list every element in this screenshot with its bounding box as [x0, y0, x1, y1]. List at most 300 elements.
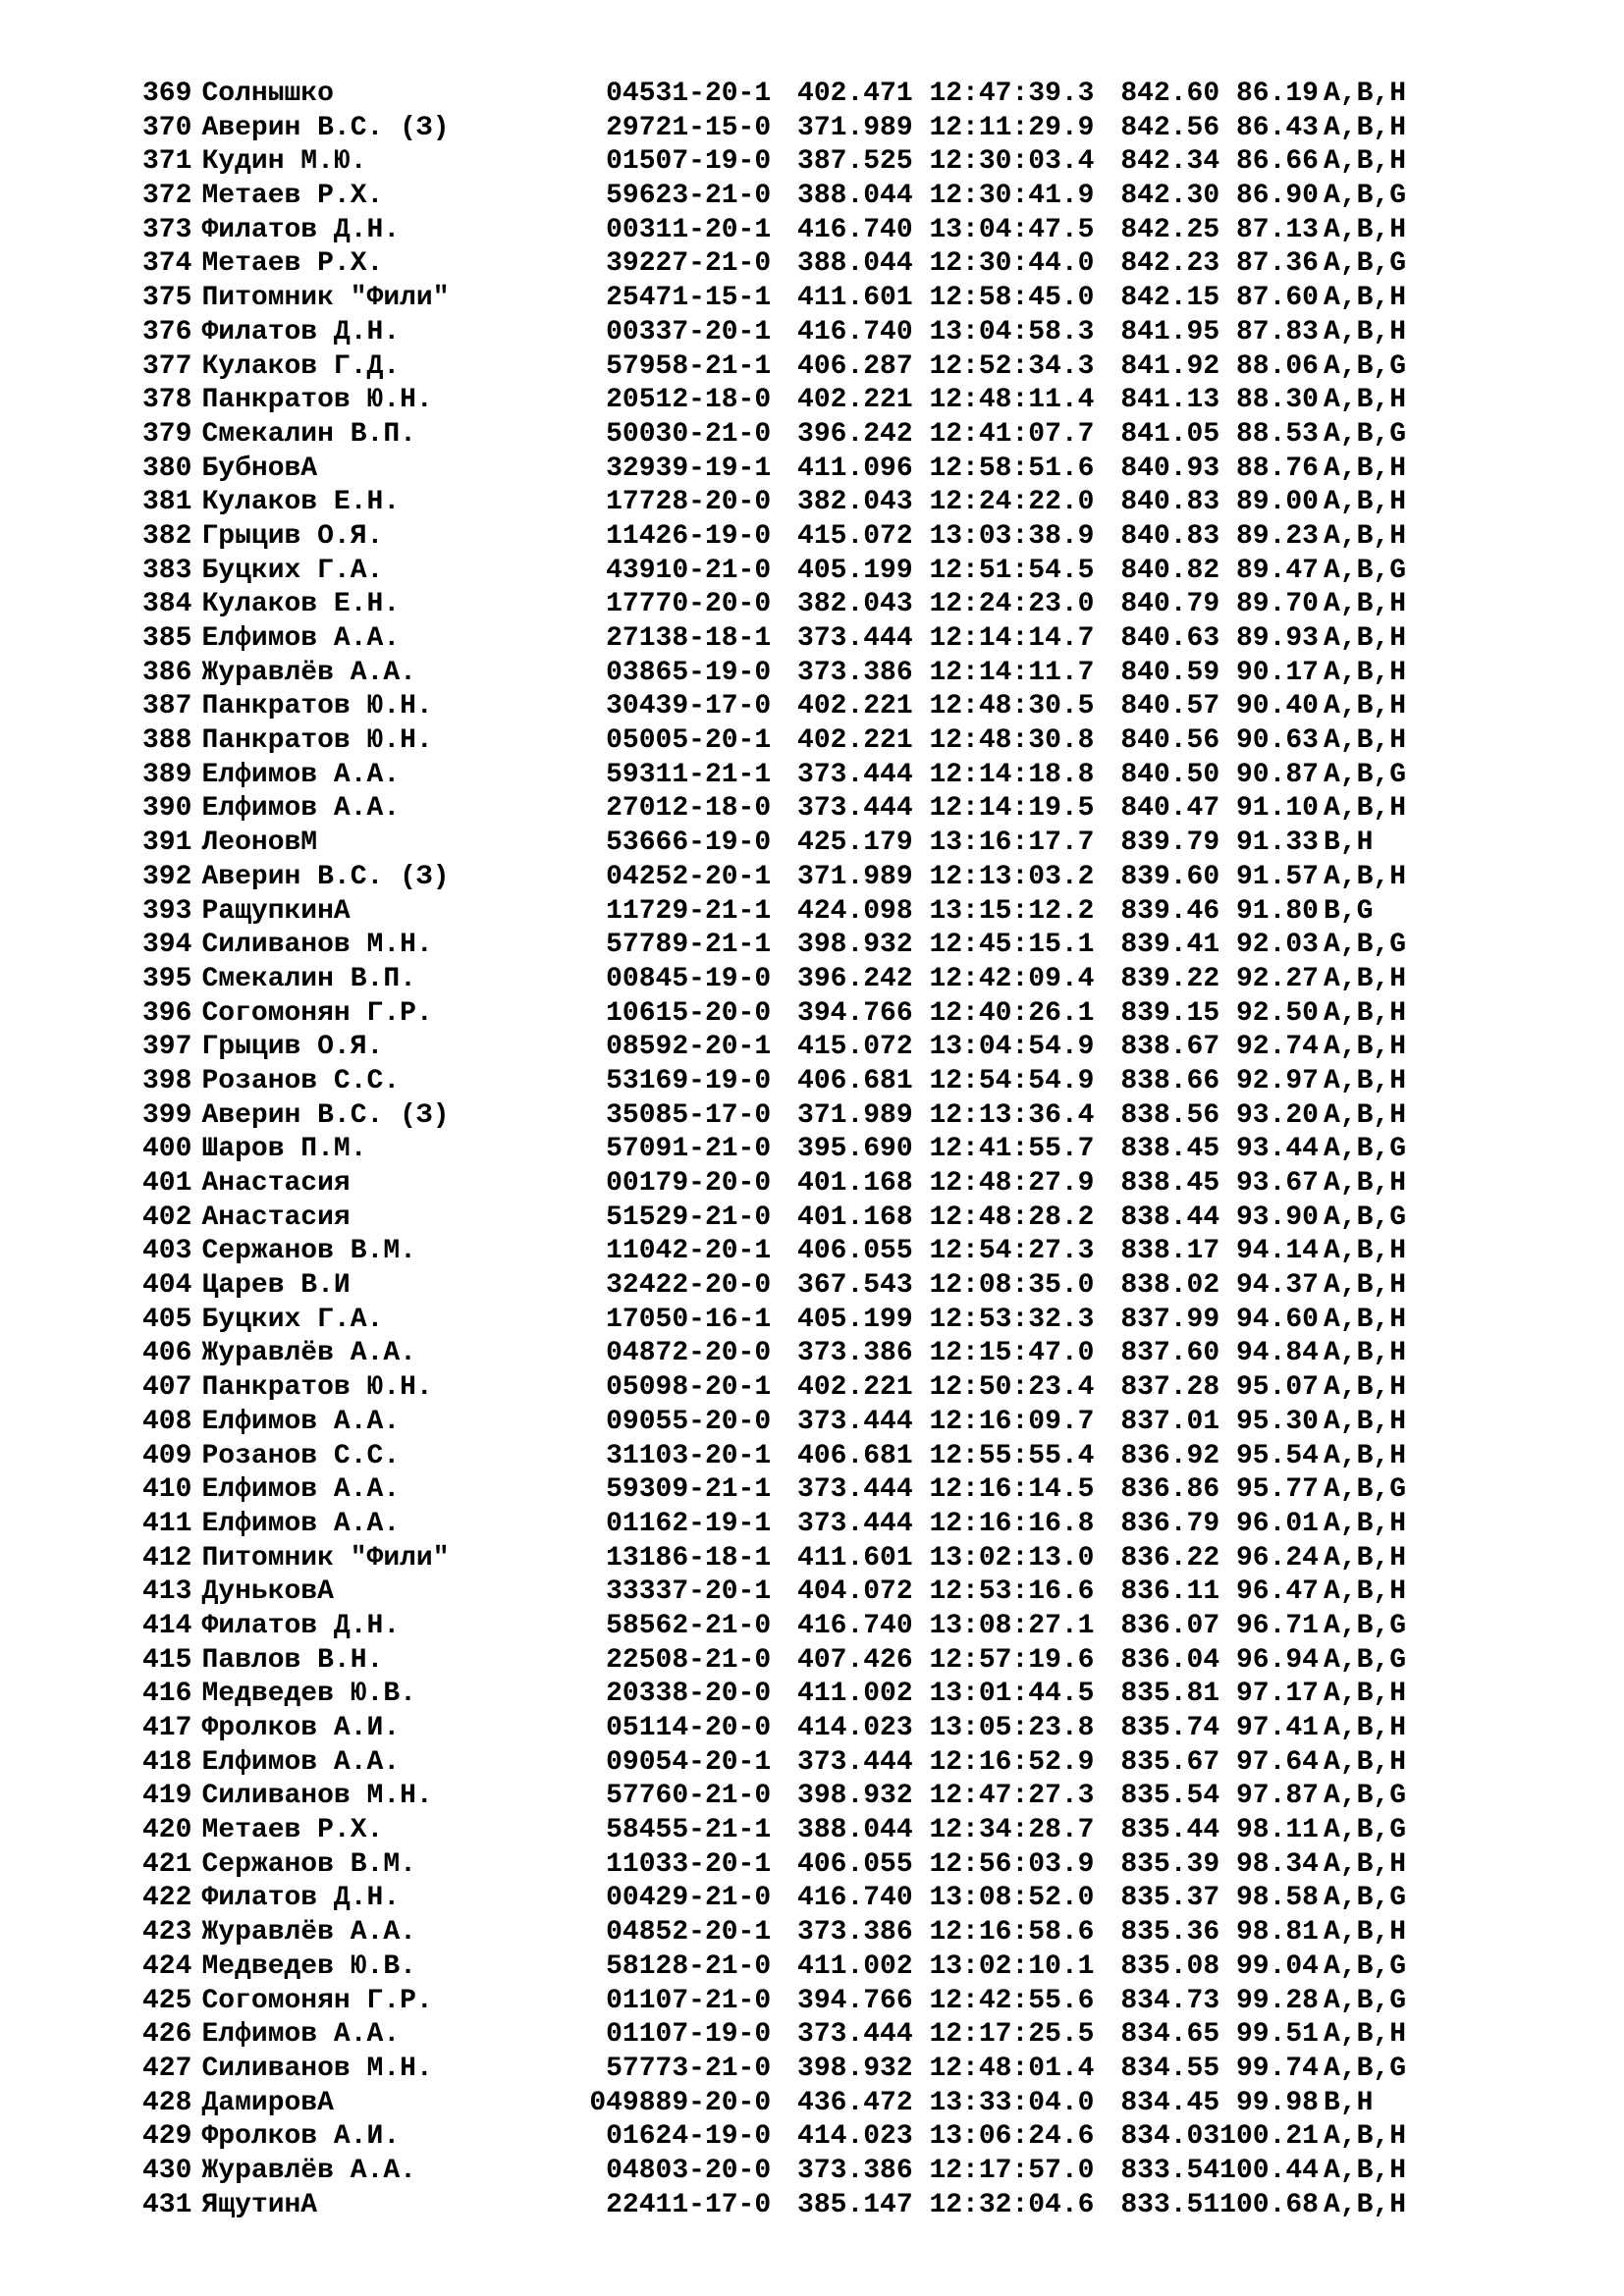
cell-coef: 91.80: [1235, 895, 1319, 927]
cell-time: 12:08:35.0: [929, 1270, 1095, 1302]
cell-coef: 87.60: [1235, 283, 1319, 314]
cell-coef: 95.30: [1235, 1406, 1319, 1437]
cell-time: 12:54:27.3: [929, 1236, 1095, 1267]
cell-time: 12:13:36.4: [929, 1099, 1095, 1131]
table-row: [142, 827, 1406, 861]
cell-cat: A,B,H: [1324, 2189, 1407, 2220]
cell-rank: 402: [142, 1201, 192, 1233]
table-row: [142, 2155, 1406, 2189]
table-row: [142, 520, 1406, 555]
cell-ring: 57760-21-0: [606, 1781, 772, 1812]
cell-time: 12:48:30.8: [929, 725, 1095, 757]
cell-rank: 391: [142, 828, 192, 859]
cell-coef: 88.30: [1235, 385, 1319, 416]
cell-rank: 409: [142, 1440, 192, 1471]
table-row: [142, 690, 1406, 724]
cell-cat: A,B,H: [1324, 1542, 1407, 1574]
cell-coef: 97.17: [1235, 1679, 1319, 1710]
cell-speed: 834.55: [1120, 2053, 1220, 2084]
cell-dist: 398.932: [797, 1781, 913, 1812]
cell-coef: 90.87: [1235, 759, 1319, 790]
table-row: [142, 145, 1406, 180]
cell-ring: 17770-20-0: [606, 589, 772, 620]
cell-speed: 838.56: [1120, 1099, 1220, 1131]
cell-name: Журавлёв А.А.: [201, 1917, 416, 1949]
table-row: [142, 1916, 1406, 1950]
cell-cat: A,B,G: [1324, 759, 1407, 790]
cell-coef: 92.27: [1235, 963, 1319, 994]
cell-dist: 411.096: [797, 453, 913, 484]
cell-rank: 399: [142, 1099, 192, 1131]
cell-time: 12:14:11.7: [929, 657, 1095, 688]
table-row: [142, 1371, 1406, 1406]
cell-rank: 412: [142, 1542, 192, 1574]
cell-time: 12:15:47.0: [929, 1338, 1095, 1369]
cell-cat: A,B,H: [1324, 79, 1407, 109]
cell-dist: 371.989: [797, 1099, 913, 1131]
cell-coef: 94.37: [1235, 1270, 1319, 1302]
cell-name: Елфимов А.А.: [201, 2019, 401, 2051]
cell-rank: 388: [142, 725, 192, 757]
cell-time: 12:47:27.3: [929, 1781, 1095, 1812]
cell-name: БубновА: [201, 453, 318, 484]
cell-ring: 32422-20-0: [606, 1270, 772, 1302]
cell-rank: 382: [142, 520, 192, 552]
cell-coef: 96.01: [1235, 1508, 1319, 1539]
cell-coef: 100.44: [1219, 2155, 1319, 2186]
cell-time: 12:13:03.2: [929, 861, 1095, 892]
cell-name: Елфимов А.А.: [201, 793, 401, 825]
cell-rank: 392: [142, 861, 192, 892]
cell-cat: A,B,G: [1324, 181, 1407, 212]
cell-ring: 13186-18-1: [606, 1542, 772, 1574]
cell-ring: 01624-19-0: [606, 2121, 772, 2153]
cell-dist: 367.543: [797, 1270, 913, 1302]
table-row: [142, 588, 1406, 622]
cell-ring: 43910-21-0: [606, 555, 772, 586]
cell-name: ДуньковА: [201, 1576, 334, 1608]
cell-cat: A,B,H: [1324, 1576, 1407, 1608]
cell-coef: 97.41: [1235, 1713, 1319, 1743]
cell-ring: 05005-20-1: [606, 725, 772, 757]
cell-dist: 416.740: [797, 1610, 913, 1641]
cell-coef: 90.17: [1235, 657, 1319, 688]
cell-rank: 430: [142, 2155, 192, 2186]
cell-ring: 39227-21-0: [606, 248, 772, 280]
cell-time: 13:04:47.5: [929, 214, 1095, 245]
cell-coef: 89.23: [1235, 520, 1319, 552]
table-row: [142, 792, 1406, 827]
cell-speed: 840.57: [1120, 691, 1220, 722]
cell-dist: 405.199: [797, 1304, 913, 1335]
cell-ring: 57958-21-1: [606, 350, 772, 382]
cell-time: 12:54:54.9: [929, 1065, 1095, 1096]
cell-name: Буцких Г.А.: [201, 555, 384, 586]
cell-speed: 837.99: [1120, 1304, 1220, 1335]
cell-time: 12:48:27.9: [929, 1168, 1095, 1199]
cell-coef: 98.81: [1235, 1917, 1319, 1949]
cell-rank: 383: [142, 555, 192, 586]
table-row: [142, 1678, 1406, 1712]
cell-ring: 049889-20-0: [589, 2087, 772, 2118]
cell-time: 12:16:09.7: [929, 1406, 1095, 1437]
cell-name: Кулаков Е.Н.: [201, 589, 401, 620]
cell-dist: 436.472: [797, 2087, 913, 2118]
cell-dist: 398.932: [797, 2053, 913, 2084]
cell-cat: A,B,G: [1324, 1883, 1407, 1914]
cell-coef: 95.77: [1235, 1474, 1319, 1506]
cell-coef: 94.84: [1235, 1338, 1319, 1369]
cell-speed: 839.41: [1120, 930, 1220, 961]
cell-cat: A,B,H: [1324, 861, 1407, 892]
cell-name: Елфимов А.А.: [201, 1474, 401, 1506]
table-row: [142, 861, 1406, 895]
cell-speed: 842.15: [1120, 283, 1220, 314]
cell-rank: 395: [142, 963, 192, 994]
cell-coef: 86.90: [1235, 181, 1319, 212]
cell-dist: 371.989: [797, 112, 913, 143]
cell-name: Сержанов В.М.: [201, 1236, 416, 1267]
cell-name: Медведев Ю.В.: [201, 1950, 416, 1982]
cell-rank: 386: [142, 657, 192, 688]
cell-rank: 372: [142, 181, 192, 212]
cell-ring: 53666-19-0: [606, 828, 772, 859]
cell-cat: A,B,G: [1324, 1950, 1407, 1982]
cell-name: Журавлёв А.А.: [201, 1338, 416, 1369]
cell-cat: A,B,G: [1324, 930, 1407, 961]
cell-ring: 01107-21-0: [606, 1985, 772, 2016]
table-row: [142, 1201, 1406, 1236]
cell-cat: A,B,H: [1324, 1270, 1407, 1302]
table-row: [142, 1304, 1406, 1338]
cell-rank: 417: [142, 1713, 192, 1743]
cell-coef: 91.33: [1235, 828, 1319, 859]
cell-coef: 100.68: [1219, 2189, 1319, 2220]
cell-rank: 404: [142, 1270, 192, 1302]
cell-name: Царев В.И: [201, 1270, 351, 1302]
cell-coef: 89.47: [1235, 555, 1319, 586]
table-row: [142, 1780, 1406, 1814]
cell-coef: 95.07: [1235, 1372, 1319, 1404]
cell-time: 12:48:01.4: [929, 2053, 1095, 2084]
cell-time: 12:42:55.6: [929, 1985, 1095, 2016]
cell-time: 12:56:03.9: [929, 1848, 1095, 1880]
cell-ring: 11042-20-1: [606, 1236, 772, 1267]
cell-dist: 402.221: [797, 691, 913, 722]
cell-dist: 394.766: [797, 997, 913, 1029]
cell-rank: 398: [142, 1065, 192, 1096]
cell-speed: 840.83: [1120, 520, 1220, 552]
cell-dist: 415.072: [797, 1032, 913, 1063]
cell-ring: 00429-21-0: [606, 1883, 772, 1914]
cell-name: Филатов Д.Н.: [201, 214, 401, 245]
cell-speed: 839.60: [1120, 861, 1220, 892]
cell-cat: A,B,H: [1324, 385, 1407, 416]
cell-name: Грыцив О.Я.: [201, 520, 384, 552]
cell-speed: 836.11: [1120, 1576, 1220, 1608]
cell-rank: 379: [142, 418, 192, 450]
cell-name: Питомник "Фили": [201, 283, 450, 314]
cell-coef: 99.04: [1235, 1950, 1319, 1982]
cell-ring: 57773-21-0: [606, 2053, 772, 2084]
cell-rank: 418: [142, 1746, 192, 1778]
cell-ring: 59311-21-1: [606, 759, 772, 790]
cell-ring: 00179-20-0: [606, 1168, 772, 1199]
cell-rank: 381: [142, 487, 192, 518]
cell-ring: 27138-18-1: [606, 623, 772, 654]
table-row: [142, 112, 1406, 146]
table-row: [142, 1031, 1406, 1065]
cell-dist: 385.147: [797, 2189, 913, 2220]
cell-ring: 59623-21-0: [606, 181, 772, 212]
cell-name: Аверин В.С. (З): [201, 1099, 450, 1131]
cell-ring: 00311-20-1: [606, 214, 772, 245]
cell-speed: 837.60: [1120, 1338, 1220, 1369]
cell-time: 12:51:54.5: [929, 555, 1095, 586]
cell-time: 13:01:44.5: [929, 1679, 1095, 1710]
cell-name: Журавлёв А.А.: [201, 2155, 416, 2186]
cell-name: Елфимов А.А.: [201, 759, 401, 790]
cell-rank: 380: [142, 453, 192, 484]
cell-ring: 58562-21-0: [606, 1610, 772, 1641]
cell-rank: 416: [142, 1679, 192, 1710]
cell-dist: 402.471: [797, 79, 913, 109]
cell-speed: 842.56: [1120, 112, 1220, 143]
cell-ring: 04252-20-1: [606, 861, 772, 892]
table-row: [142, 657, 1406, 691]
cell-coef: 92.74: [1235, 1032, 1319, 1063]
cell-rank: 427: [142, 2053, 192, 2084]
cell-dist: 373.386: [797, 1338, 913, 1369]
cell-ring: 58128-21-0: [606, 1950, 772, 1982]
table-row: [142, 622, 1406, 657]
table-row: [142, 1985, 1406, 2019]
cell-coef: 87.13: [1235, 214, 1319, 245]
cell-coef: 94.60: [1235, 1304, 1319, 1335]
cell-ring: 25471-15-1: [606, 283, 772, 314]
cell-rank: 369: [142, 79, 192, 109]
cell-name: Фролков А.И.: [201, 1713, 401, 1743]
cell-name: Розанов С.С.: [201, 1065, 401, 1096]
cell-rank: 426: [142, 2019, 192, 2051]
cell-name: Аверин В.С. (З): [201, 861, 450, 892]
cell-speed: 834.45: [1120, 2087, 1220, 2118]
cell-cat: A,B,H: [1324, 1065, 1407, 1096]
cell-rank: 424: [142, 1950, 192, 1982]
cell-coef: 92.97: [1235, 1065, 1319, 1096]
cell-dist: 373.386: [797, 2155, 913, 2186]
cell-speed: 841.05: [1120, 418, 1220, 450]
table-row: [142, 180, 1406, 214]
cell-ring: 50030-21-0: [606, 418, 772, 450]
cell-time: 12:41:55.7: [929, 1134, 1095, 1165]
cell-coef: 90.40: [1235, 691, 1319, 722]
cell-rank: 406: [142, 1338, 192, 1369]
cell-time: 12:55:55.4: [929, 1440, 1095, 1471]
table-row: [142, 929, 1406, 963]
cell-rank: 407: [142, 1372, 192, 1404]
cell-speed: 836.04: [1120, 1644, 1220, 1676]
cell-ring: 04531-20-1: [606, 79, 772, 109]
cell-rank: 408: [142, 1406, 192, 1437]
cell-cat: A,B,G: [1324, 350, 1407, 382]
cell-rank: 390: [142, 793, 192, 825]
cell-dist: 406.287: [797, 350, 913, 382]
cell-coef: 96.24: [1235, 1542, 1319, 1574]
cell-time: 12:24:23.0: [929, 589, 1095, 620]
cell-speed: 837.01: [1120, 1406, 1220, 1437]
cell-coef: 99.28: [1235, 1985, 1319, 2016]
cell-rank: 378: [142, 385, 192, 416]
cell-name: Солнышко: [201, 79, 334, 109]
cell-name: Силиванов М.Н.: [201, 1781, 433, 1812]
cell-speed: 835.39: [1120, 1848, 1220, 1880]
cell-speed: 838.45: [1120, 1134, 1220, 1165]
table-row: [142, 1644, 1406, 1679]
cell-time: 12:16:52.9: [929, 1746, 1095, 1778]
cell-ring: 30439-17-0: [606, 691, 772, 722]
cell-speed: 840.93: [1120, 453, 1220, 484]
cell-ring: 31103-20-1: [606, 1440, 772, 1471]
cell-ring: 05098-20-1: [606, 1372, 772, 1404]
cell-time: 12:34:28.7: [929, 1815, 1095, 1846]
cell-rank: 370: [142, 112, 192, 143]
cell-time: 12:58:45.0: [929, 283, 1095, 314]
cell-coef: 99.51: [1235, 2019, 1319, 2051]
cell-coef: 98.34: [1235, 1848, 1319, 1880]
cell-speed: 842.34: [1120, 146, 1220, 178]
cell-coef: 96.71: [1235, 1610, 1319, 1641]
cell-name: Питомник "Фили": [201, 1542, 450, 1574]
cell-ring: 53169-19-0: [606, 1065, 772, 1096]
results-table: [142, 78, 1406, 2222]
cell-ring: 32939-19-1: [606, 453, 772, 484]
cell-rank: 410: [142, 1474, 192, 1506]
cell-cat: A,B,H: [1324, 2121, 1407, 2153]
cell-speed: 842.30: [1120, 181, 1220, 212]
cell-time: 12:14:14.7: [929, 623, 1095, 654]
cell-ring: 09054-20-1: [606, 1746, 772, 1778]
cell-ring: 11729-21-1: [606, 895, 772, 927]
cell-name: Метаев Р.Х.: [201, 248, 384, 280]
cell-rank: 413: [142, 1576, 192, 1608]
table-row: [142, 2120, 1406, 2155]
cell-coef: 93.67: [1235, 1168, 1319, 1199]
cell-speed: 841.92: [1120, 350, 1220, 382]
cell-dist: 373.444: [797, 759, 913, 790]
cell-time: 12:57:19.6: [929, 1644, 1095, 1676]
cell-time: 12:30:03.4: [929, 146, 1095, 178]
cell-name: Согомонян Г.Р.: [201, 1985, 433, 2016]
cell-cat: A,B,H: [1324, 1236, 1407, 1267]
cell-coef: 92.50: [1235, 997, 1319, 1029]
cell-dist: 411.002: [797, 1679, 913, 1710]
cell-time: 13:02:10.1: [929, 1950, 1095, 1982]
cell-cat: A,B,H: [1324, 146, 1407, 178]
cell-name: Филатов Д.Н.: [201, 1610, 401, 1641]
cell-dist: 373.444: [797, 1746, 913, 1778]
cell-speed: 840.82: [1120, 555, 1220, 586]
table-row: [142, 1746, 1406, 1781]
cell-speed: 835.37: [1120, 1883, 1220, 1914]
cell-coef: 93.20: [1235, 1099, 1319, 1131]
cell-cat: A,B,G: [1324, 555, 1407, 586]
cell-coef: 86.43: [1235, 112, 1319, 143]
cell-speed: 839.15: [1120, 997, 1220, 1029]
cell-cat: A,B,G: [1324, 1134, 1407, 1165]
cell-time: 12:41:07.7: [929, 418, 1095, 450]
cell-time: 13:04:58.3: [929, 316, 1095, 347]
cell-cat: A,B,H: [1324, 657, 1407, 688]
cell-cat: A,B,H: [1324, 453, 1407, 484]
cell-coef: 89.93: [1235, 623, 1319, 654]
cell-time: 12:48:11.4: [929, 385, 1095, 416]
cell-coef: 89.00: [1235, 487, 1319, 518]
cell-time: 12:50:23.4: [929, 1372, 1095, 1404]
cell-speed: 836.22: [1120, 1542, 1220, 1574]
cell-ring: 03865-19-0: [606, 657, 772, 688]
cell-cat: A,B,G: [1324, 1644, 1407, 1676]
cell-rank: 384: [142, 589, 192, 620]
table-row: [142, 1133, 1406, 1167]
cell-speed: 838.66: [1120, 1065, 1220, 1096]
cell-ring: 04852-20-1: [606, 1917, 772, 1949]
table-row: [142, 350, 1406, 385]
cell-speed: 840.56: [1120, 725, 1220, 757]
cell-time: 13:33:04.0: [929, 2087, 1095, 2118]
cell-speed: 836.07: [1120, 1610, 1220, 1641]
table-row: [142, 1882, 1406, 1916]
cell-dist: 394.766: [797, 1985, 913, 2016]
cell-speed: 839.46: [1120, 895, 1220, 927]
cell-rank: 419: [142, 1781, 192, 1812]
cell-time: 12:17:25.5: [929, 2019, 1095, 2051]
cell-rank: 422: [142, 1883, 192, 1914]
cell-cat: A,B,G: [1324, 1474, 1407, 1506]
table-row: [142, 1610, 1406, 1644]
cell-cat: A,B,G: [1324, 248, 1407, 280]
cell-time: 12:42:09.4: [929, 963, 1095, 994]
cell-time: 13:06:24.6: [929, 2121, 1095, 2153]
cell-coef: 86.19: [1235, 79, 1319, 109]
cell-speed: 835.81: [1120, 1679, 1220, 1710]
cell-cat: A,B,G: [1324, 1201, 1407, 1233]
cell-cat: A,B,H: [1324, 112, 1407, 143]
cell-name: Шаров П.М.: [201, 1134, 367, 1165]
cell-ring: 59309-21-1: [606, 1474, 772, 1506]
table-row: [142, 1575, 1406, 1610]
cell-cat: A,B,H: [1324, 589, 1407, 620]
cell-coef: 92.03: [1235, 930, 1319, 961]
table-row: [142, 453, 1406, 487]
cell-speed: 838.17: [1120, 1236, 1220, 1267]
cell-speed: 840.59: [1120, 657, 1220, 688]
cell-time: 12:16:16.8: [929, 1508, 1095, 1539]
cell-name: Метаев Р.Х.: [201, 181, 384, 212]
cell-name: Медведев Ю.В.: [201, 1679, 416, 1710]
cell-ring: 08592-20-1: [606, 1032, 772, 1063]
cell-name: Силиванов М.Н.: [201, 2053, 433, 2084]
cell-speed: 833.54: [1120, 2155, 1220, 2186]
cell-speed: 840.50: [1120, 759, 1220, 790]
cell-name: Анастасия: [201, 1201, 351, 1233]
cell-ring: 35085-17-0: [606, 1099, 772, 1131]
cell-rank: 385: [142, 623, 192, 654]
cell-ring: 57789-21-1: [606, 930, 772, 961]
cell-time: 12:47:39.3: [929, 79, 1095, 109]
cell-name: Филатов Д.Н.: [201, 316, 401, 347]
cell-coef: 97.64: [1235, 1746, 1319, 1778]
